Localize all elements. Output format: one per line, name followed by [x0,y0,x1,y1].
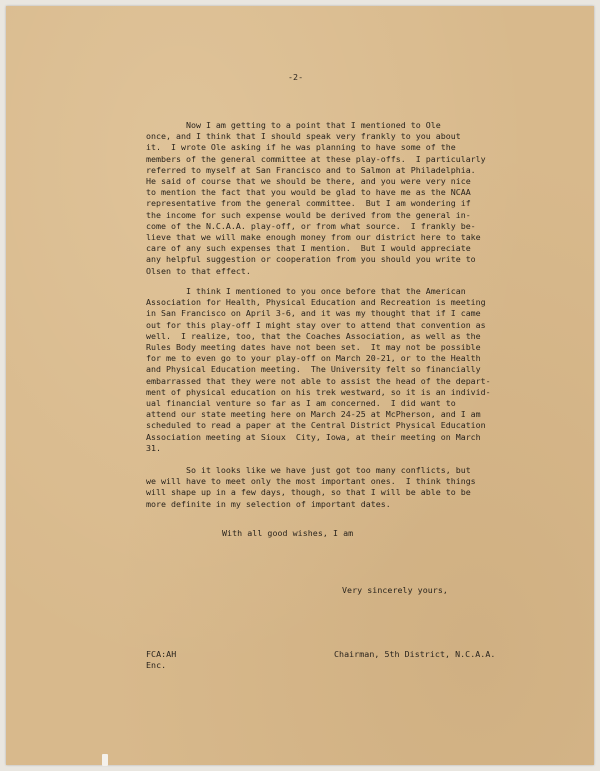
text-line: lieve that we will make enough money from our district here to take [146,232,481,243]
text-line: He said of course that we should be there, and you were very nice [146,176,471,187]
paragraph-2 [146,286,556,454]
text-line: care of any such expenses that I mention. But I would appreciate [146,243,471,254]
text-line: embarrassed that they were not able to assist the head of the depart- [146,375,491,386]
typist-initials: FCA:AH [146,649,177,659]
text-line: any helpful suggestion or cooperation from you should you write to [146,254,476,265]
text-line: to mention the fact that you would be glad to have me as the NCAA [146,187,471,198]
valediction: Very sincerely yours, [342,585,448,595]
paper-tear-mark [102,754,108,766]
text-line: will shape up in a few days, though, so that I will be able to be [146,487,471,498]
text-line: and Physical Education meeting. The University felt so financially [146,364,481,375]
text-line: come of the N.C.A.A. play-off, or from what source. I frankly be- [146,220,476,231]
text-line: 31. [146,442,161,453]
text-line: scheduled to read a paper at the Central District Physical Education [146,420,486,431]
text-line: we will have to meet only the most important ones. I think things [146,476,476,487]
text-line: ual financial venture so far as I am concerned. I did want to [146,398,456,409]
page-number: -2- [288,72,304,82]
text-line: Association meeting at Sioux City, Iowa, at their meeting on March [146,431,481,442]
text-line: So it looks like we have just got too many conflicts, but [146,465,471,475]
text-line: well. I realize, too, that the Coaches Association, as well as the [146,330,481,341]
text-line: it. I wrote Ole asking if he was planning to have some of the [146,142,456,153]
text-line: attend our state meeting here on March 24-25 at McPherson, and I am [146,409,481,420]
text-line: Olsen to that effect. [146,265,251,276]
text-line: in San Francisco on April 3-6, and it was my thought that if I came [146,308,481,319]
paragraph-1 [146,120,556,277]
text-line: once, and I think that I should speak very frankly to you about [146,131,461,142]
closing-line: With all good wishes, I am [222,528,354,538]
text-line: members of the general committee at these play-offs. I particularly [146,153,486,164]
text-line: representative from the general committee. But I am wondering if [146,198,471,209]
text-line: referred to myself at San Francisco and to Salmon at Philadelphia. [146,164,476,175]
signature-title: Chairman, 5th District, N.C.A.A. [334,649,496,659]
text-line: for me to even go to your play-off on March 20-21, or to the Health [146,353,481,364]
text-line: more definite in my selection of important dates. [146,498,391,509]
enclosure-note: Enc. [146,660,167,670]
text-line: I think I mentioned to you once before that the American [146,286,466,296]
text-line: the income for such expense would be derived from the general in- [146,209,471,220]
text-line: Rules Body meeting dates have not been set. It may not be possible [146,342,481,353]
text-line: Now I am getting to a point that I mentioned to Ole [146,120,441,130]
text-line: ment of physical education on his trek westward, so it is an individ- [146,386,491,397]
text-line: Association for Health, Physical Education and Recreation is meeting [146,297,486,308]
text-line: out for this play-off I might stay over to attend that convention as [146,319,486,330]
letter-page [6,6,594,765]
paragraph-3 [146,465,556,510]
